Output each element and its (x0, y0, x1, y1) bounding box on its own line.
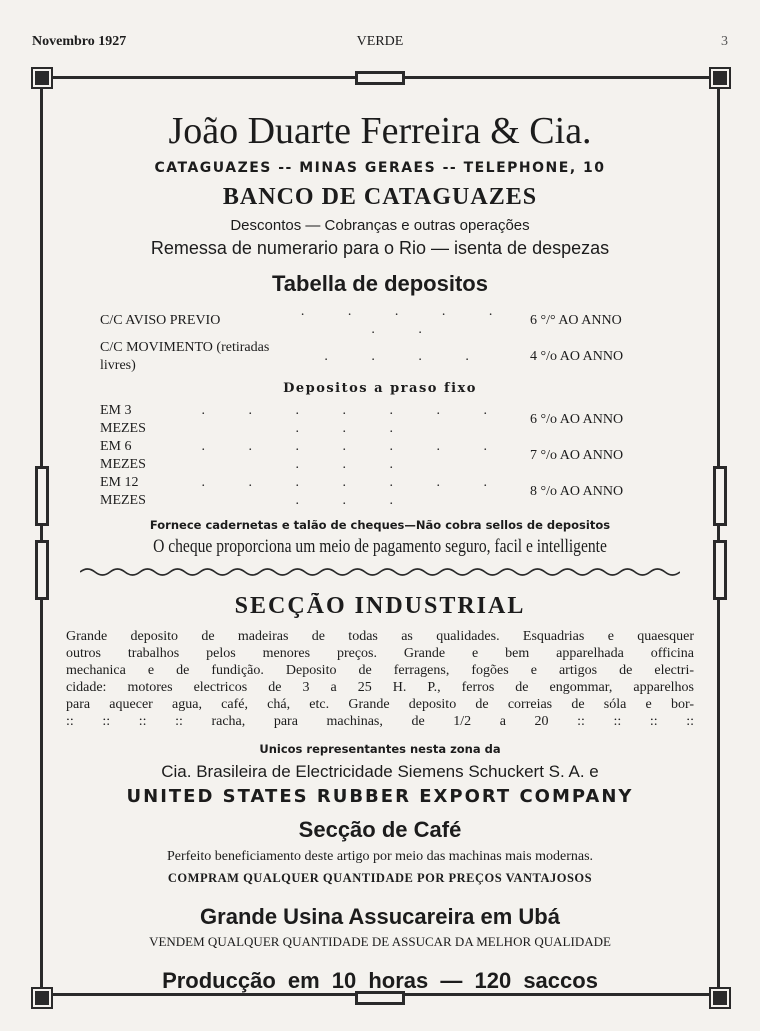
company-location: CATAGUAZES -- MINAS GERAES -- TELEPHONE, 10 (154, 160, 606, 176)
rate-value: 6 °/o AO ANNO (530, 412, 624, 427)
usina-title: Grande Usina Assucareira em Ubá (200, 904, 560, 929)
frame-right-ornament (713, 540, 727, 600)
deposits-title: Tabella de depositos (272, 271, 488, 296)
magazine-title: VERDE (356, 34, 404, 49)
bank-services: Descontos — Cobranças e outras operações (230, 217, 530, 234)
rate-leader-dots: . . . . (324, 349, 489, 364)
frame-corner-ornament (711, 989, 729, 1007)
table-row (100, 474, 660, 510)
buy-note: COMPRAM QUALQUER QUANTIDADE POR PREÇOS VANTAJOSOS (167, 871, 593, 885)
representatives-note: Unicos representantes nesta zona da (259, 742, 501, 756)
frame-top-ornament (355, 71, 405, 85)
rate-value: 4 °/o AO ANNO (530, 349, 624, 364)
cheque-slogan: O cheque proporciona um meio de pagamento seguro, facil e intelligente (153, 536, 607, 557)
table-row (100, 402, 660, 438)
rubber-company-line: UNITED STATES RUBBER EXPORT COMPANY (126, 786, 634, 807)
rate-label: EM 6 MEZES (100, 439, 146, 472)
cafe-section-title: Secção de Café (298, 817, 462, 842)
production-note: Producção em 10 horas — 120 saccos (162, 968, 598, 993)
frame-corner-ornament (711, 69, 729, 87)
paragraph-line: cidade: motores electricos de 3 a 25 H. P., ferros de engommar, apparelhos (66, 680, 694, 695)
rate-value: 7 °/o AO ANNO (530, 448, 624, 463)
siemens-line: Cia. Brasileira de Electricidade Siemens Schuckert S. A. e (161, 762, 599, 781)
cafe-description: Perfeito beneficiamento deste artigo por meio das machinas mais modernas. (166, 849, 594, 864)
frame-left-ornament (35, 466, 49, 526)
company-name: João Duarte Ferreira & Cia. (168, 110, 592, 152)
page-number: 3 (721, 34, 728, 49)
table-row (100, 303, 660, 339)
sell-note: VENDEM QUALQUER QUANTIDADE DE ASSUCAR DA MELHOR QUALIDADE (149, 934, 611, 949)
rate-label: C/C AVISO PREVIO (100, 313, 221, 328)
supplies-note: Fornece cadernetas e talão de cheques—Não cobra sellos de depositos (149, 518, 611, 532)
remittance-note: Remessa de numerario para o Rio — isenta de despezas (150, 238, 610, 258)
rate-label: EM 12 MEZES (100, 475, 146, 508)
rate-leader-dots: . . . . . . . (300, 304, 513, 337)
rate-value: 8 °/o AO ANNO (530, 484, 624, 499)
paragraph-line: para aquecer agua, café, chá, etc. Grande deposito de correias de sóla e bor- (66, 697, 694, 712)
table-row (100, 339, 660, 375)
rate-value: 6 °/° AO ANNO (530, 313, 622, 328)
rate-leader-dots: . . . . . . . . . . (201, 403, 507, 436)
paragraph-line: Grande deposito de madeiras de todas as qualidades. Esquadrias e quaesquer (66, 629, 694, 644)
deposit-rates-table (100, 303, 660, 375)
rate-label: EM 3 MEZES (100, 403, 146, 436)
page-header (32, 34, 728, 52)
rate-leader-dots: . . . . . . . . . . (201, 475, 507, 508)
paragraph-line: :: :: :: :: racha, para machinas, de 1/2 a 20 :: :: :: :: (66, 714, 694, 729)
table-row (100, 438, 660, 474)
paragraph-line: mechanica e de fundição. Deposito de ferragens, fogões e artigos de electri- (66, 663, 694, 678)
bank-name: BANCO DE CATAGUAZES (222, 184, 538, 210)
frame-right-ornament (713, 466, 727, 526)
issue-date: Novembro 1927 (32, 34, 127, 49)
fixed-deposits-title: Depositos a praso fixo (283, 381, 477, 396)
fixed-deposit-rates-table (100, 402, 660, 510)
industrial-description (66, 628, 694, 730)
industrial-section-title: SECÇÃO INDUSTRIAL (234, 593, 526, 619)
frame-left-ornament (35, 540, 49, 600)
rate-leader-dots: . . . . . . . . . . (201, 439, 507, 472)
wave-divider (80, 566, 680, 578)
advertisement (48, 84, 712, 994)
rate-label: C/C MOVIMENTO (retiradas livres) (100, 340, 270, 373)
paragraph-line: outros trabalhos pelos menores preços. Grande e bem apparelhada officina (66, 646, 694, 661)
